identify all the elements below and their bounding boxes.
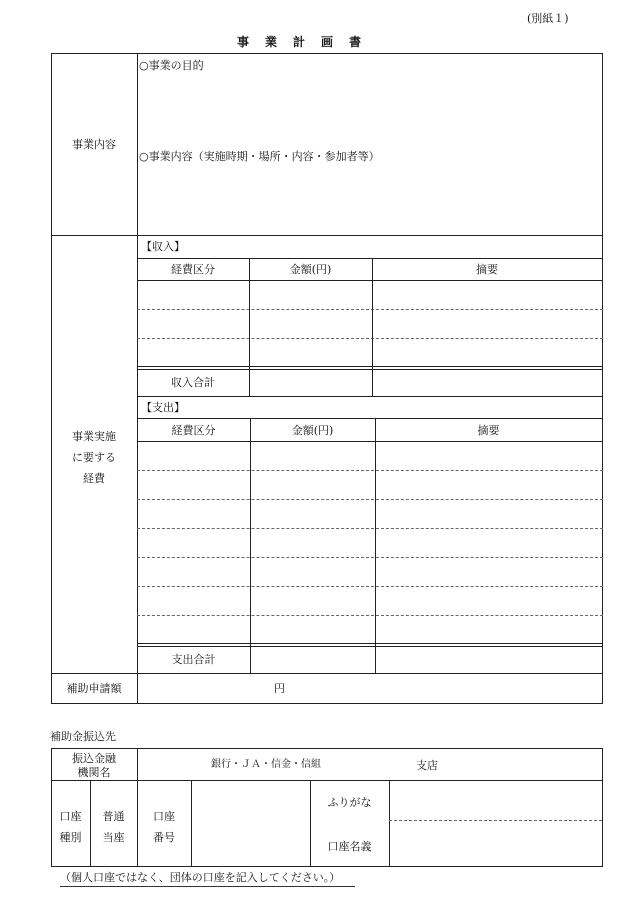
page-title: 事 業 計 画 書 (237, 35, 364, 49)
subsidy-unit: 円 (274, 682, 285, 695)
institution-types: 銀行・ＪＡ・信金・信組 (211, 759, 321, 770)
income-col-category: 経費区分 (171, 263, 215, 276)
bank-heading: 補助金振込先 (50, 730, 116, 743)
branch-label: 支店 (416, 759, 438, 772)
content-label: ○事業内容（実施時期・場所・内容・参加者等） (139, 150, 380, 163)
section-label-expenses: 事業実施 に要する 経費 (72, 430, 116, 485)
income-col-amount: 金額(円) (289, 263, 332, 276)
expense-col-category: 経費区分 (171, 424, 216, 437)
institution-label: 振込金融 機関名 (72, 752, 116, 779)
furigana-field[interactable] (390, 781, 602, 819)
account-type-options[interactable]: 普通 当座 (102, 810, 125, 844)
subsidy-label: 補助申請額 (66, 682, 122, 695)
account-holder-field[interactable] (390, 821, 602, 865)
income-total-label: 収入合計 (171, 376, 215, 389)
annex-label: (別紙１) (527, 12, 569, 25)
section-label-content: 事業内容 (72, 138, 116, 151)
income-header: 【収入】 (141, 240, 185, 253)
account-note: （個人口座ではなく、団体の口座を記入してください。） (60, 871, 341, 884)
account-type-label: 口座 種別 (59, 810, 82, 844)
expense-total-label: 支出合計 (171, 653, 216, 666)
purpose-label: ○事業の目的 (139, 59, 204, 72)
expense-col-remarks: 摘要 (477, 424, 500, 437)
account-holder-label: 口座名義 (327, 840, 372, 853)
furigana-label: ふりがな (327, 796, 372, 809)
income-col-remarks: 摘要 (476, 263, 498, 276)
account-number-label: 口座 番号 (153, 810, 175, 844)
expense-header: 【支出】 (141, 401, 185, 414)
account-number-field[interactable] (192, 781, 309, 865)
expense-col-amount: 金額(円) (291, 424, 334, 437)
